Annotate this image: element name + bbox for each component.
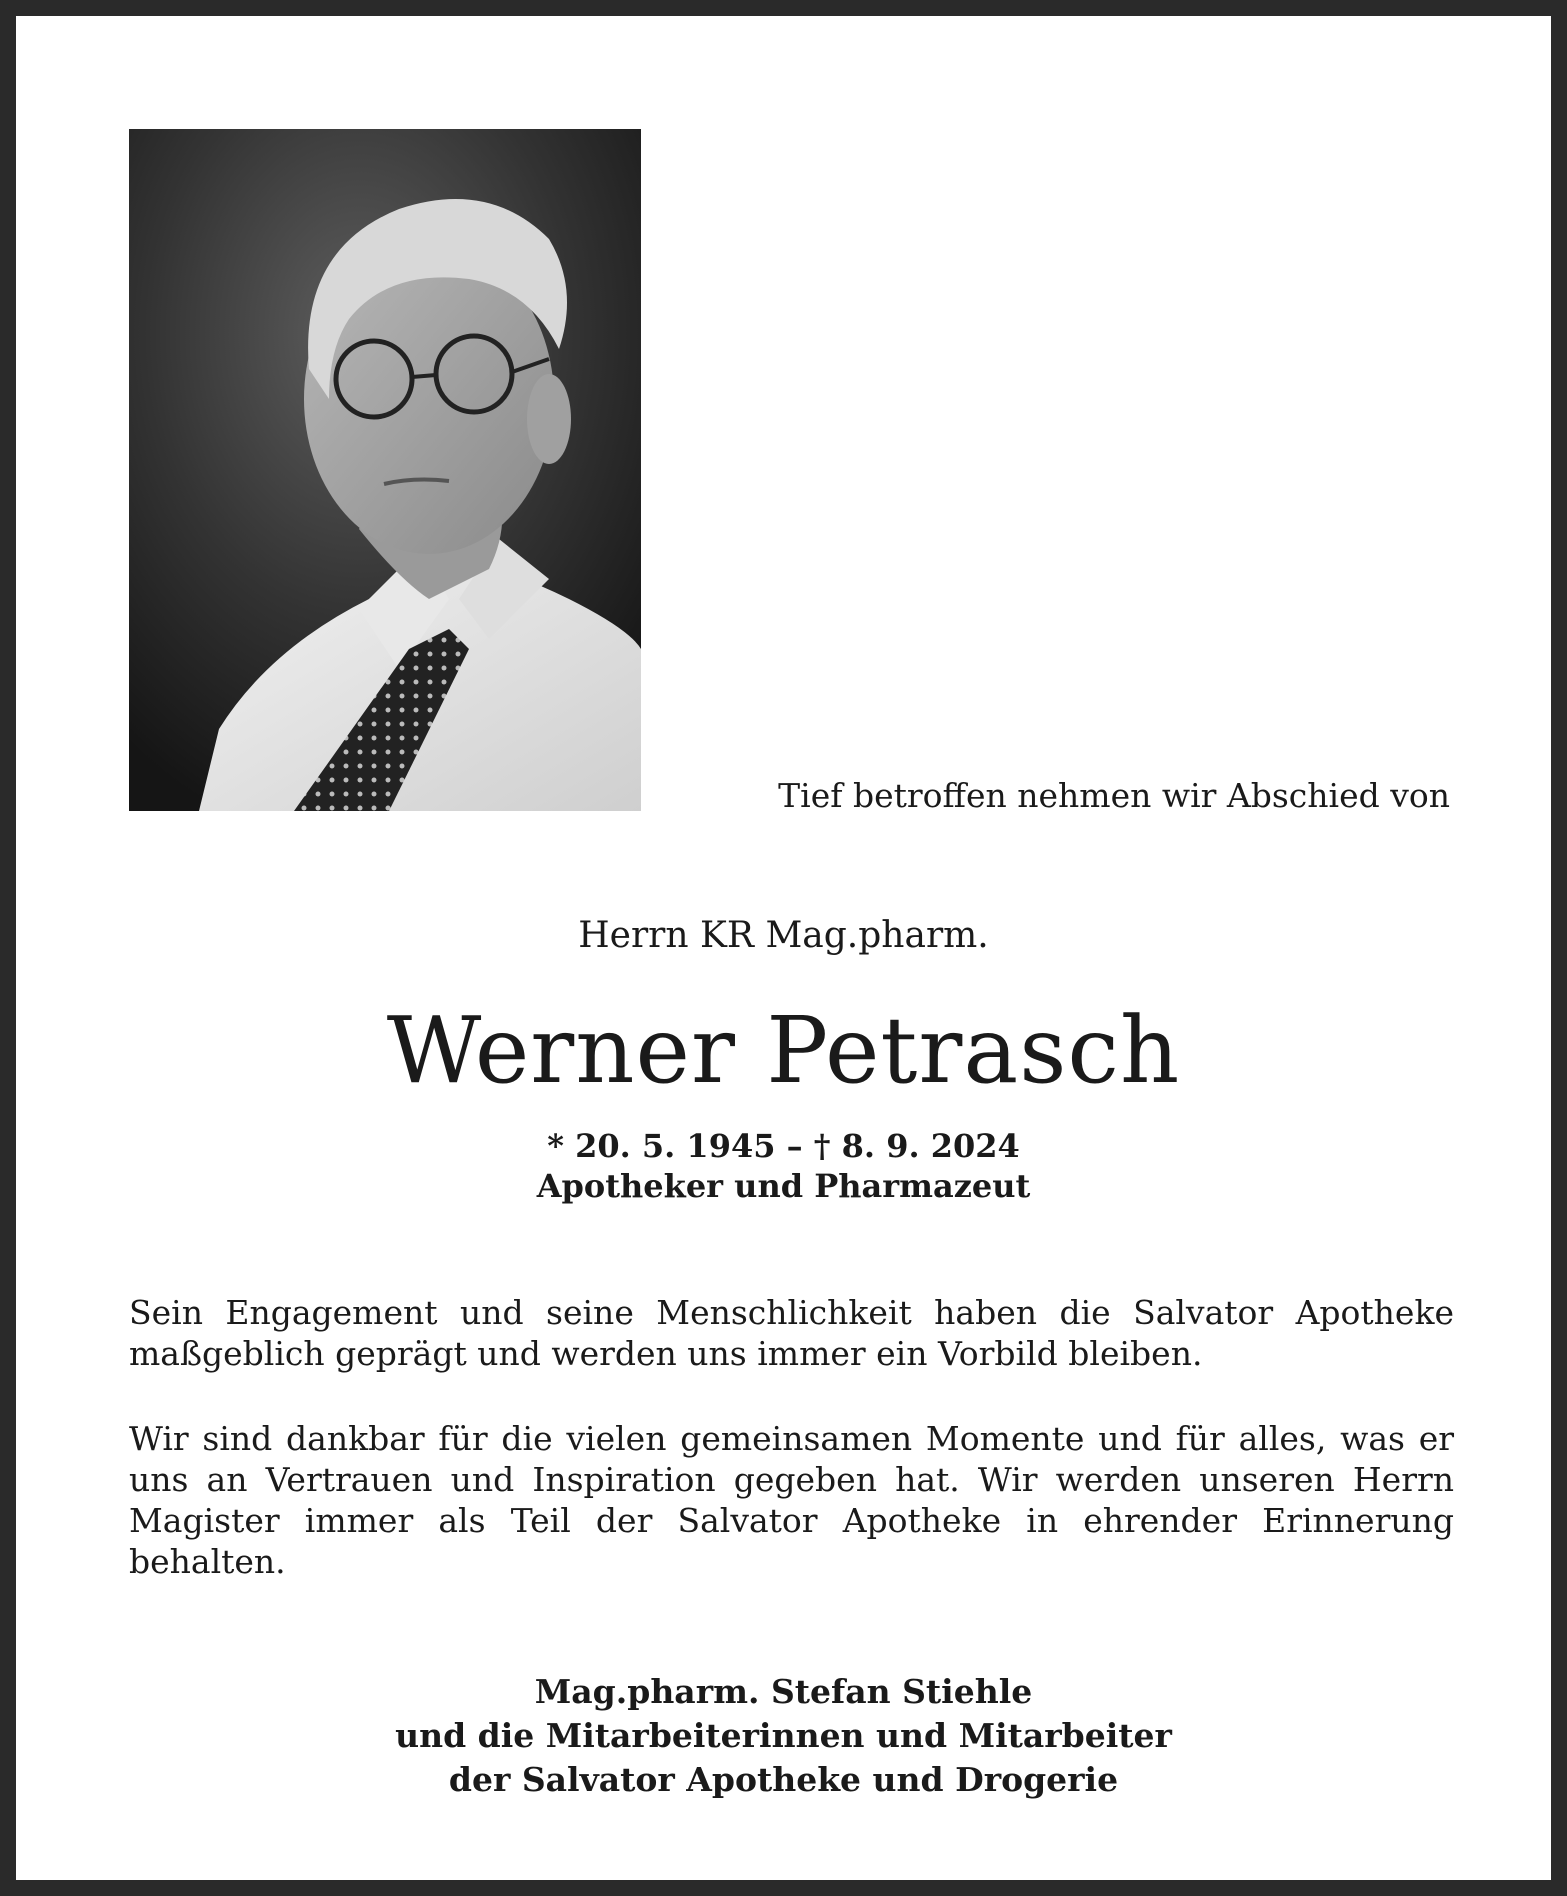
deceased-name: Werner Petrasch [386, 997, 1181, 1104]
honorific-title: Herrn KR Mag.pharm. [578, 915, 989, 956]
life-dates: * 20. 5. 1945 – † 8. 9. 2024 [547, 1127, 1020, 1165]
signature-line: der Salvator Apotheke und Drogerie [448, 1760, 1119, 1799]
signature-line: und die Mitarbeiterinnen und Mitarbeiter [395, 1716, 1172, 1755]
intro-line: Tief betroffen nehmen wir Abschied von [778, 776, 1450, 815]
profession: Apotheker und Pharmazeut [536, 1167, 1031, 1205]
tribute-paragraph: Wir sind dankbar für die vielen gemeinsamen Momente und für alles, was er uns an Vertrauen und Inspiration gegeben hat. Wir werden unseren Herrn Magister immer als Teil der Salvator Apotheke in ehrender Erinnerung behalten. [129, 1419, 1454, 1581]
tribute-paragraph: Sein Engagement und seine Menschlichkeit haben die Salvator Apotheke maßgeblich geprägt und werden uns immer ein Vorbild bleiben. [129, 1293, 1454, 1373]
signature-line: Mag.pharm. Stefan Stiehle [534, 1672, 1033, 1711]
signature-block [16, 1670, 1551, 1802]
portrait-photo [129, 129, 641, 811]
